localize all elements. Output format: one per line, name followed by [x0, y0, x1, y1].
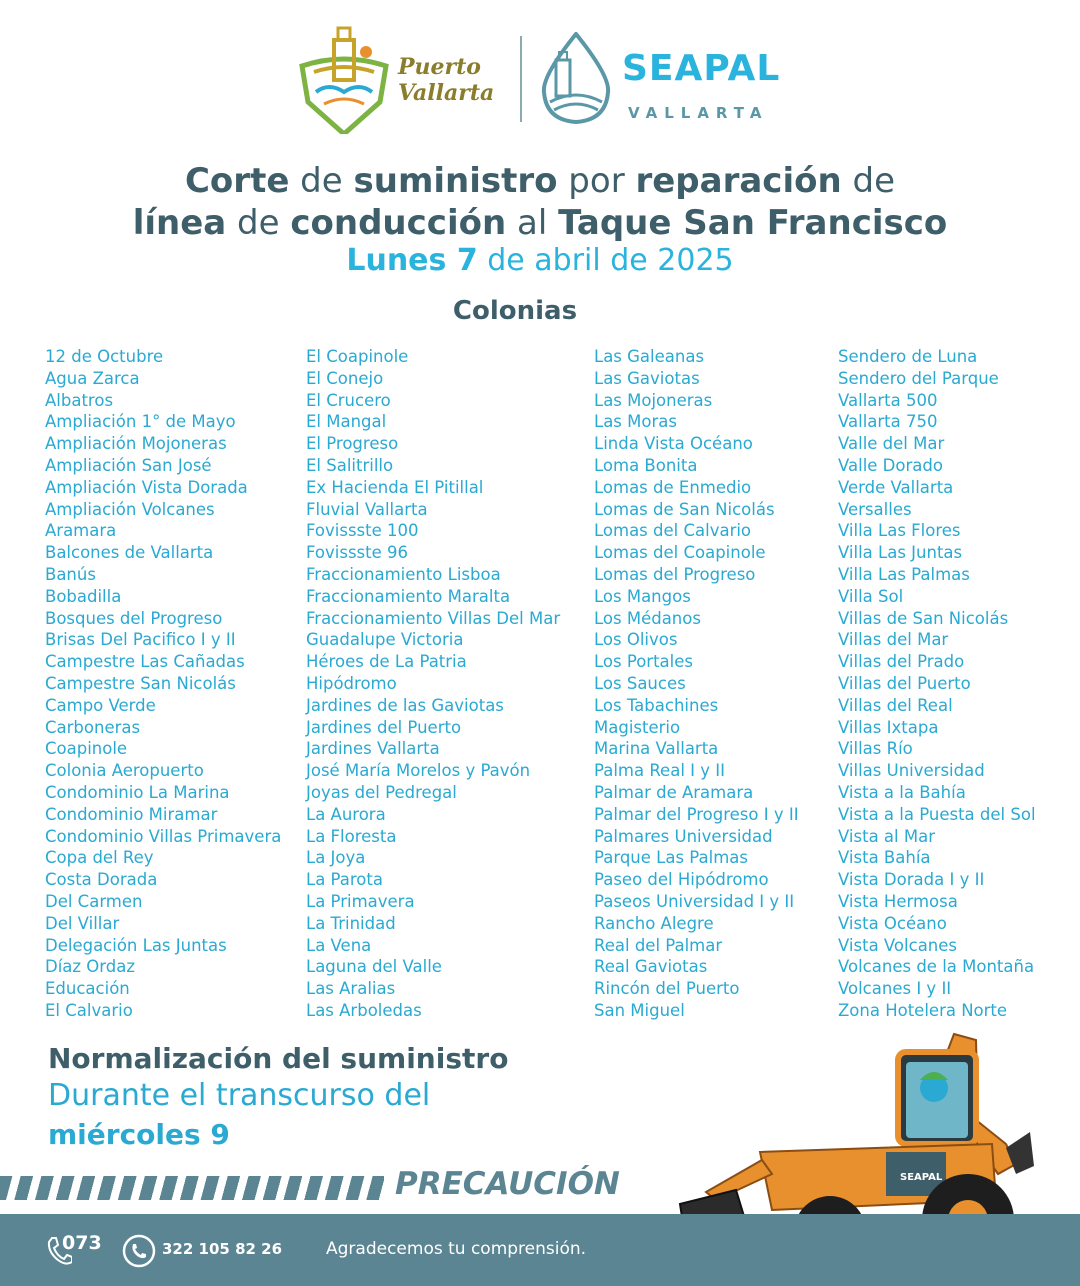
colonia-item: Las Arboledas [306, 1000, 422, 1020]
date-day: Lunes 7 [346, 243, 478, 278]
colonia-item: Fraccionamiento Lisboa [306, 564, 501, 584]
normalization-day: miércoles 9 [48, 1118, 230, 1151]
colonia-item: Condominio Villas Primavera [45, 826, 282, 846]
colonias-column-2 [306, 346, 560, 1022]
colonia-item: Marina Vallarta [594, 739, 719, 759]
colonia-item: La Vena [306, 935, 372, 955]
colonia-item: Vista a la Puesta del Sol [838, 804, 1036, 824]
colonia-item: Fraccionamiento Villas Del Mar [306, 608, 561, 628]
colonia-item: La Parota [306, 870, 383, 890]
colonia-item: El Calvario [45, 1000, 133, 1020]
colonia-item: Valle del Mar [838, 434, 945, 454]
colonia-item: Villas de San Nicolás [838, 608, 1009, 628]
precaution-label: PRECAUCIÓN [395, 1166, 620, 1202]
colonia-item: Rincón del Puerto [594, 979, 740, 999]
normalization-heading: Normalización del suministro [48, 1042, 509, 1075]
colonia-item: Vista Bahía [838, 848, 931, 868]
colonia-item: Los Médanos [594, 608, 701, 628]
title-word: Taque San Francisco [558, 203, 948, 243]
colonia-item: Fraccionamiento Maralta [306, 586, 511, 606]
title-word: de [841, 161, 895, 201]
colonia-item: Sendero del Parque [838, 368, 999, 388]
colonia-item: Palmar del Progreso I y II [594, 804, 799, 824]
colonia-item: Ex Hacienda El Pitillal [306, 477, 484, 497]
puerto-vallarta-line2: Vallarta [398, 80, 495, 106]
colonia-item: Magisterio [594, 717, 681, 737]
colonia-item: El Crucero [306, 390, 391, 410]
colonia-item: Las Gaviotas [594, 368, 700, 388]
colonia-item: Coapinole [45, 739, 128, 759]
colonia-item: Joyas del Pedregal [306, 782, 457, 802]
colonia-item: Villa Las Flores [838, 521, 961, 541]
colonia-item: Palmares Universidad [594, 826, 773, 846]
phone-number[interactable]: 073 [62, 1232, 102, 1254]
colonia-item: Fluvial Vallarta [306, 499, 428, 519]
colonia-item: Los Olivos [594, 630, 678, 650]
colonia-item: Linda Vista Océano [594, 434, 753, 454]
colonia-item: Loma Bonita [594, 455, 698, 475]
colonia-item: Los Portales [594, 652, 693, 672]
colonia-item: Brisas Del Pacifico I y II [45, 630, 236, 650]
colonia-item: Villas del Prado [838, 652, 965, 672]
title-word: suministro [353, 161, 558, 201]
colonia-item: Fovissste 96 [306, 543, 408, 563]
colonia-item: Vista Hermosa [838, 891, 958, 911]
colonia-item: Los Tabachines [594, 695, 719, 715]
colonia-item: El Coapinole [306, 347, 409, 366]
colonia-item: Díaz Ordaz [45, 957, 136, 977]
colonia-item: Villas del Puerto [838, 673, 971, 693]
colonia-item: Volcanes de la Montaña [838, 957, 1035, 977]
title-word: por [557, 161, 636, 201]
colonia-item: Lomas del Coapinole [594, 543, 766, 563]
colonia-item: Los Mangos [594, 586, 691, 606]
seapal-drop-icon [540, 32, 612, 124]
colonia-item: Valle Dorado [838, 455, 943, 475]
seapal-name: SEAPAL [622, 48, 781, 89]
colonia-item: Bobadilla [45, 586, 122, 606]
title-word: al [506, 203, 559, 243]
colonia-item: Vista Dorada I y II [838, 870, 985, 890]
thanks-message: Agradecemos tu comprensión. [326, 1239, 587, 1259]
colonia-item: Villa Sol [838, 586, 904, 606]
puerto-vallarta-logo-icon [294, 22, 394, 134]
colonia-item: Villas Río [838, 739, 913, 759]
title-line-2 [0, 202, 1080, 244]
colonia-item: Real del Palmar [594, 935, 723, 955]
colonia-item: Ampliación Volcanes [45, 499, 215, 519]
colonia-item: Laguna del Valle [306, 957, 442, 977]
title-word: línea [132, 203, 227, 243]
title-word: Corte [184, 161, 290, 201]
colonia-item: La Trinidad [306, 913, 396, 933]
colonia-item: Versalles [838, 499, 912, 519]
colonia-item: Del Carmen [45, 891, 143, 911]
colonia-item: Parque Las Palmas [594, 848, 748, 868]
colonia-item: Vista al Mar [838, 826, 936, 846]
colonia-item: Campestre Las Cañadas [45, 652, 245, 672]
normalization-line1: Durante el transcurso del [48, 1078, 431, 1113]
colonia-item: Vista Volcanes [838, 935, 958, 955]
colonia-item: Sendero de Luna [838, 347, 978, 366]
title-word: de [226, 203, 291, 243]
colonia-item: Ampliación 1° de Mayo [45, 412, 236, 432]
colonia-item: Paseos Universidad I y II [594, 891, 795, 911]
colonia-item: Las Galeanas [594, 347, 705, 366]
colonias-column-1 [45, 346, 281, 1022]
colonia-item: Villa Las Juntas [838, 543, 963, 563]
colonia-item: Del Villar [45, 913, 120, 933]
colonia-item: Vista Océano [838, 913, 947, 933]
colonia-item: Educación [45, 979, 130, 999]
colonia-item: Delegación Las Juntas [45, 935, 227, 955]
colonia-item: Volcanes I y II [838, 979, 952, 999]
colonia-item: Villas Universidad [838, 761, 985, 781]
title-word: conducción [290, 203, 507, 243]
colonia-item: Lomas del Calvario [594, 521, 752, 541]
colonia-item: Palma Real I y II [594, 761, 726, 781]
colonias-heading: Colonias [452, 296, 578, 326]
colonia-item: Rancho Alegre [594, 913, 714, 933]
colonia-item: Las Aralias [306, 979, 396, 999]
colonia-item: Ampliación San José [45, 455, 212, 475]
colonia-item: Ampliación Vista Dorada [45, 477, 248, 497]
colonia-item: Bosques del Progreso [45, 608, 223, 628]
colonia-item: Vallarta 500 [838, 390, 938, 410]
colonia-item: Las Mojoneras [594, 390, 713, 410]
colonia-item: Albatros [45, 390, 114, 410]
colonia-item: Villa Las Palmas [838, 564, 970, 584]
colonia-item: Real Gaviotas [594, 957, 708, 977]
date-rest: de abril de 2025 [477, 243, 734, 278]
colonia-item: Condominio Miramar [45, 804, 218, 824]
puerto-vallarta-line1: Puerto [398, 54, 481, 80]
colonia-item: El Mangal [306, 412, 387, 432]
colonia-item: Palmar de Aramara [594, 782, 754, 802]
colonia-item: El Conejo [306, 368, 384, 388]
colonia-item: Héroes de La Patria [306, 652, 467, 672]
colonias-column-3 [594, 346, 799, 1022]
colonia-item: Jardines Vallarta [306, 739, 440, 759]
colonia-item: La Joya [306, 848, 366, 868]
colonia-item: Las Moras [594, 412, 677, 432]
colonia-item: Carboneras [45, 717, 141, 737]
colonia-item: Jardines del Puerto [306, 717, 462, 737]
title-line-1 [0, 160, 1080, 202]
colonia-item: Los Sauces [594, 673, 686, 693]
whatsapp-number[interactable]: 322 105 82 26 [162, 1240, 283, 1258]
colonia-item: Agua Zarca [45, 368, 140, 388]
colonia-item: Colonia Aeropuerto [45, 761, 204, 781]
machine-badge: SEAPAL [900, 1172, 943, 1183]
colonia-item: Jardines de las Gaviotas [306, 695, 504, 715]
colonia-item: Lomas de San Nicolás [594, 499, 775, 519]
caution-stripes [0, 1176, 384, 1200]
colonia-item: La Aurora [306, 804, 386, 824]
logo-divider [520, 36, 522, 122]
colonia-item: Villas del Real [838, 695, 953, 715]
colonia-item: Paseo del Hipódromo [594, 870, 769, 890]
colonia-item: Villas del Mar [838, 630, 949, 650]
colonia-item: Ampliación Mojoneras [45, 434, 227, 454]
colonia-item: La Floresta [306, 826, 397, 846]
colonia-item: San Miguel [594, 1000, 685, 1020]
colonia-item: Villas Ixtapa [838, 717, 939, 737]
title-word: de [289, 161, 354, 201]
page-title [0, 160, 1080, 244]
colonia-item: Guadalupe Victoria [306, 630, 464, 650]
outage-date [0, 242, 1080, 280]
colonia-item: La Primavera [306, 891, 415, 911]
colonia-item: El Salitrillo [306, 455, 394, 475]
footer [0, 1214, 1080, 1286]
colonia-item: Lomas de Enmedio [594, 477, 752, 497]
whatsapp-icon [122, 1234, 156, 1268]
colonia-item: Vallarta 750 [838, 412, 938, 432]
seapal-subtitle: VALLARTA [628, 104, 769, 122]
colonia-item: Campo Verde [45, 695, 156, 715]
colonia-item: José María Morelos y Pavón [306, 761, 531, 781]
colonia-item: Fovissste 100 [306, 521, 419, 541]
header [0, 18, 1080, 138]
colonia-item: Campestre San Nicolás [45, 673, 236, 693]
colonia-item: Verde Vallarta [838, 477, 954, 497]
colonia-item: El Progreso [306, 434, 399, 454]
colonia-item: Condominio La Marina [45, 782, 230, 802]
colonia-item: Hipódromo [306, 673, 397, 693]
colonia-item: Vista a la Bahía [838, 782, 966, 802]
colonia-item: Copa del Rey [45, 848, 154, 868]
colonia-item: Costa Dorada [45, 870, 158, 890]
colonia-item: Zona Hotelera Norte [838, 1000, 1008, 1020]
puerto-vallarta-wordmark [398, 54, 494, 106]
colonias-column-4 [838, 346, 1036, 1022]
colonia-item: 12 de Octubre [45, 347, 164, 366]
colonia-item: Aramara [45, 521, 117, 541]
colonia-item: Banús [45, 564, 96, 584]
colonia-item: Balcones de Vallarta [45, 543, 214, 563]
title-word: reparación [635, 161, 842, 201]
colonia-item: Lomas del Progreso [594, 564, 756, 584]
